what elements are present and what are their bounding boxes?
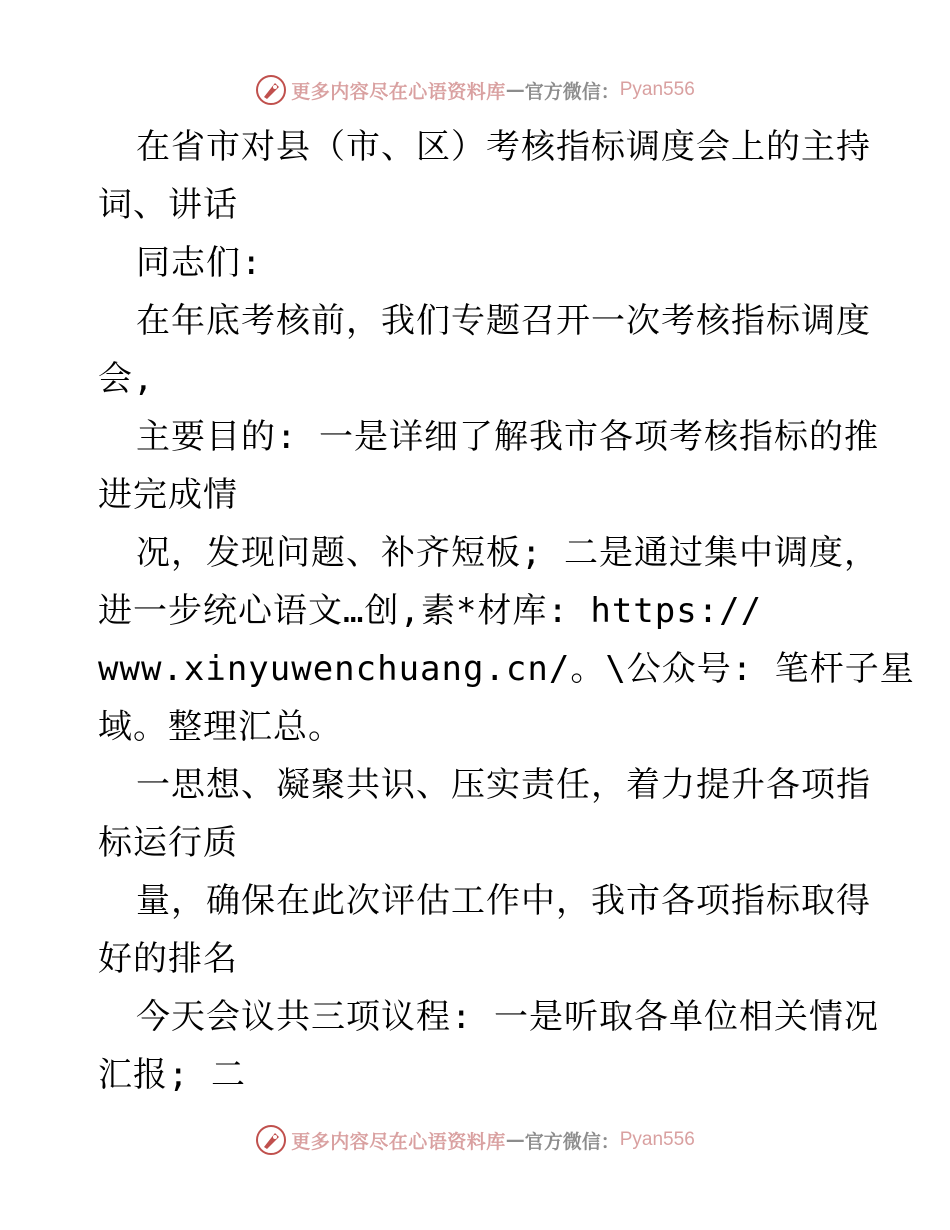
body-line: 一思想、凝聚共识、压实责任，着力提升各项指	[136, 765, 871, 805]
body-line: 标运行质	[98, 823, 238, 863]
body-line: 量，确保在此次评估工作中，我市各项指标取得	[136, 881, 871, 921]
body-line: 进完成情	[98, 475, 238, 515]
body-line: 在年底考核前，我们专题召开一次考核指标调度	[136, 301, 871, 341]
banner-wechat-id: Pyan556	[619, 1129, 695, 1150]
body-line: www.xinyuwenchuang.cn/。\公众号: 笔杆子星	[98, 649, 915, 689]
body-line: 在省市对县（市、区）考核指标调度会上的主持	[136, 127, 871, 167]
footer-watermark-banner	[0, 1120, 950, 1160]
banner-wechat-label: 官方微信：	[524, 1130, 620, 1153]
banner-wechat-id: Pyan556	[619, 79, 695, 100]
document-body	[98, 118, 915, 1104]
banner-main-text: 更多内容尽在心语资料库	[291, 1130, 506, 1153]
body-line: 同志们:	[136, 243, 263, 283]
banner-dash: —	[505, 1129, 525, 1151]
banner-dash: —	[505, 79, 525, 101]
body-line: 汇报; 二	[98, 1055, 246, 1095]
banner-wechat-label: 官方微信：	[524, 80, 620, 103]
body-line: 会,	[98, 359, 155, 399]
body-line: 词、讲话	[98, 185, 238, 225]
banner-main-text: 更多内容尽在心语资料库	[291, 80, 506, 103]
pen-nib-logo-icon	[255, 1124, 287, 1156]
body-line: 进一步统心语文…创,素*材库: https://	[98, 591, 763, 631]
header-watermark-banner	[0, 70, 950, 110]
pen-nib-logo-icon	[255, 74, 287, 106]
body-line: 好的排名	[98, 939, 238, 979]
body-line: 况，发现问题、补齐短板; 二是通过集中调度，	[136, 533, 879, 573]
body-line: 主要目的: 一是详细了解我市各项考核指标的推	[136, 417, 879, 457]
body-line: 域。整理汇总。	[98, 707, 343, 747]
body-line: 今天会议共三项议程: 一是听取各单位相关情况	[136, 997, 879, 1037]
